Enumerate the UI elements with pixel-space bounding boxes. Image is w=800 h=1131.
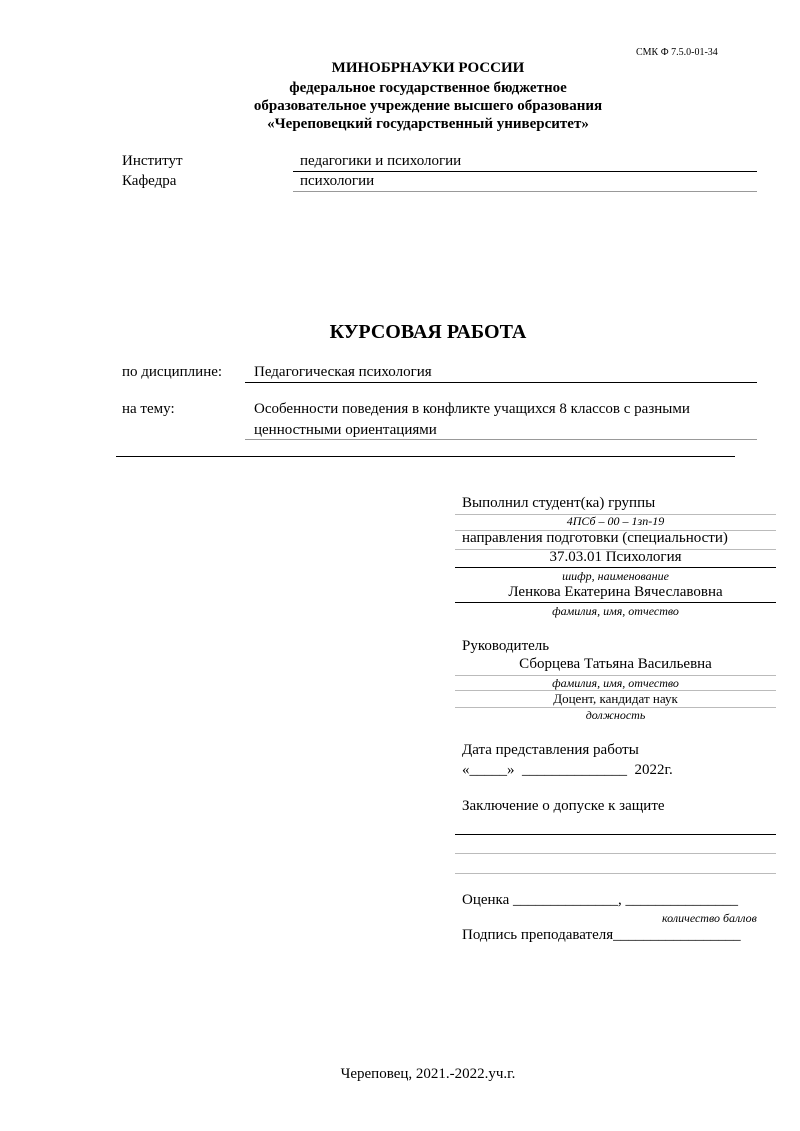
supervisor-position: Доцент, кандидат наук — [553, 691, 678, 706]
supervisor-name-caption: фамилия, имя, отчество — [552, 676, 679, 690]
form-code: СМК Ф 7.5.0-01-34 — [636, 47, 718, 58]
student-name: Ленкова Екатерина Вячеславовна — [508, 584, 723, 600]
direction-value: 37.03.01 Психология — [549, 549, 682, 565]
discipline-value: Педагогическая психология — [254, 364, 432, 380]
submission-date: «_____» ______________ 2022г. — [462, 762, 673, 778]
student-group: 4ПСб – 00 – 1зп-19 — [566, 514, 665, 528]
supervisor-name: Сборцева Татьяна Васильевна — [519, 656, 712, 672]
footer-city-year: Череповец, 2021.-2022.уч.г. — [340, 1066, 516, 1082]
supervisor-label: Руководитель — [462, 638, 550, 654]
direction-underline — [455, 567, 776, 568]
conclusion-line-3 — [455, 873, 776, 874]
topic-label: на тему: — [122, 401, 175, 417]
ministry-title: МИНОБРНАУКИ РОССИИ — [331, 60, 525, 76]
signature-label: Подпись преподавателя_________________ — [462, 927, 741, 943]
topic-underline — [245, 439, 757, 440]
conclusion-line-1 — [455, 834, 776, 835]
grade-label: Оценка ______________, _______________ — [462, 892, 739, 908]
discipline-label: по дисциплине: — [122, 364, 223, 380]
conclusion-line-2 — [455, 853, 776, 854]
direction-caption: шифр, наименование — [562, 569, 669, 583]
direction-label: направления подготовки (специальности) — [462, 530, 728, 546]
conclusion-label: Заключение о допуске к защите — [462, 798, 665, 814]
university-type: федеральное государственное бюджетное — [289, 80, 567, 96]
topic-line-2: ценностными ориентациями — [254, 422, 437, 438]
institute-underline — [293, 171, 757, 172]
university-type-2: образовательное учреждение высшего образования — [253, 98, 603, 114]
submission-label: Дата представления работы — [462, 742, 639, 758]
document-title: КУРСОВАЯ РАБОТА — [329, 321, 527, 343]
student-name-underline — [455, 602, 776, 603]
discipline-underline — [245, 382, 757, 383]
institute-label: Институт — [122, 153, 183, 169]
institute-value: педагогики и психологии — [300, 153, 462, 169]
topic-line-1: Особенности поведения в конфликте учащихся 8 классов с разными — [254, 401, 690, 417]
department-value: психологии — [300, 173, 375, 189]
student-name-caption: фамилия, имя, отчество — [552, 604, 679, 618]
grade-caption: количество баллов — [662, 911, 757, 925]
department-label: Кафедра — [122, 173, 177, 189]
topic-underline-2 — [116, 456, 735, 457]
department-underline — [293, 191, 757, 192]
student-label: Выполнил студент(ка) группы — [462, 495, 656, 511]
supervisor-position-caption: должность — [585, 708, 646, 722]
university-name: «Череповецкий государственный университет» — [267, 116, 589, 132]
